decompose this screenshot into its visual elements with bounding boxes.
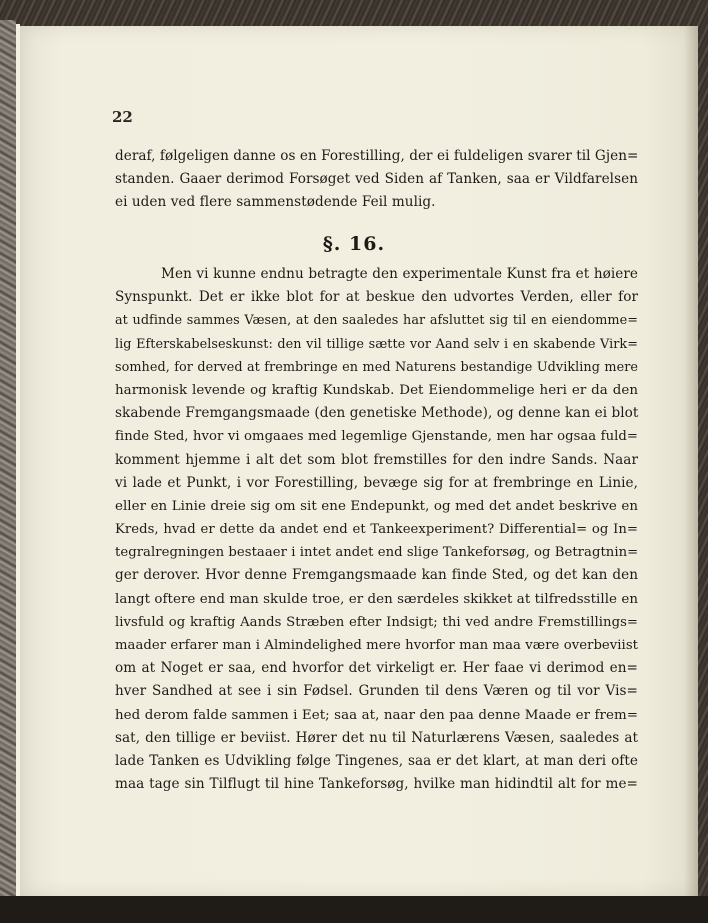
text-line: eller en Linie dreie sig om sit ene Endepunkt, og med det andet beskrive en — [115, 498, 638, 514]
text-line: maa tage sin Tilflugt til hine Tankeforsøg, hvilke man hidindtil alt for me= — [115, 776, 638, 793]
text-line: harmonisk levende og kraftig Kundskab. Det Eiendommelige heri er da den — [115, 382, 638, 398]
text-line: Synspunkt. Det er ikke blot for at beskue den udvortes Verden, eller for — [115, 289, 638, 306]
text-line: Men vi kunne endnu betragte den experimentale Kunst fra et høiere — [161, 266, 638, 282]
text-line: maader erfarer man i Almindelighed mere hvorfor man maa være overbeviist — [115, 638, 638, 653]
text-line: skabende Fremgangsmaade (den genetiske Methode), og denne kan ei blot — [115, 405, 639, 422]
text-line: livsfuld og kraftig Aands Stræben efter Indsigt; thi ved andre Fremstillings= — [115, 614, 638, 630]
text-line: at udfinde sammes Væsen, at den saaledes har afsluttet sig til en eiendomme= — [115, 313, 638, 329]
text-line: deraf, følgeligen danne os en Forestilling, der ei fuldeligen svarer til Gjen= — [115, 148, 639, 164]
text-line: langt oftere end man skulde troe, er den særdeles skikket at tilfredsstille en — [115, 591, 638, 607]
text-line: hed derom falde sammen i Eet; saa at, naar den paa denne Maade er frem= — [115, 707, 638, 723]
text-line: vi lade et Punkt, i vor Forestilling, bevæge sig for at frembringe en Linie, — [115, 474, 638, 491]
text-line: komment hjemme i alt det som blot fremstilles for den indre Sands. Naar — [115, 451, 638, 468]
text-line: somhed, for derved at frembringe en med Naturens bestandige Udvikling mere — [115, 359, 638, 375]
text-line: hver Sandhed at see i sin Fødsel. Grunden til dens Væren og til vor Vis= — [115, 683, 638, 700]
text-line: lade Tanken es Udvikling følge Tingenes, saa er det klart, at man deri ofte — [115, 752, 638, 769]
text-line: Kreds, hvad er dette da andet end et Tankeexperiment? Differential= og In= — [115, 522, 638, 538]
main-paragraph — [115, 263, 638, 796]
text-line: standen. Gaaer derimod Forsøget ved Siden af Tanken, saa er Vildfarelsen — [115, 171, 638, 188]
book-spine-edge — [0, 20, 16, 910]
text-line: om at Noget er saa, end hvorfor det virkeligt er. Her faae vi derimod en= — [115, 660, 638, 677]
text-line: sat, den tillige er beviist. Hører det nu til Naturlærens Væsen, saaledes at — [115, 729, 638, 746]
text-line: lig Efterskabelseskunst: den vil tillige sætte vor Aand selv i en skabende Virk= — [115, 336, 638, 352]
bottom-background — [0, 896, 708, 923]
text-line: ger derover. Hvor denne Fremgangsmaade kan finde Sted, og det kan den — [115, 567, 638, 584]
page-number: 22 — [112, 108, 133, 126]
text-line: ei uden ved flere sammenstødende Feil mulig. — [115, 194, 436, 211]
text-line: finde Sted, hvor vi omgaaes med legemlige Gjenstande, men har ogsaa fuld= — [115, 429, 638, 445]
text-line: tegralregningen bestaaer i intet andet end slige Tankeforsøg, og Betragtnin= — [115, 545, 639, 561]
page-gutter-shadow — [684, 26, 698, 896]
top-paragraph — [115, 145, 638, 215]
section-heading: §. 16. — [322, 233, 386, 255]
